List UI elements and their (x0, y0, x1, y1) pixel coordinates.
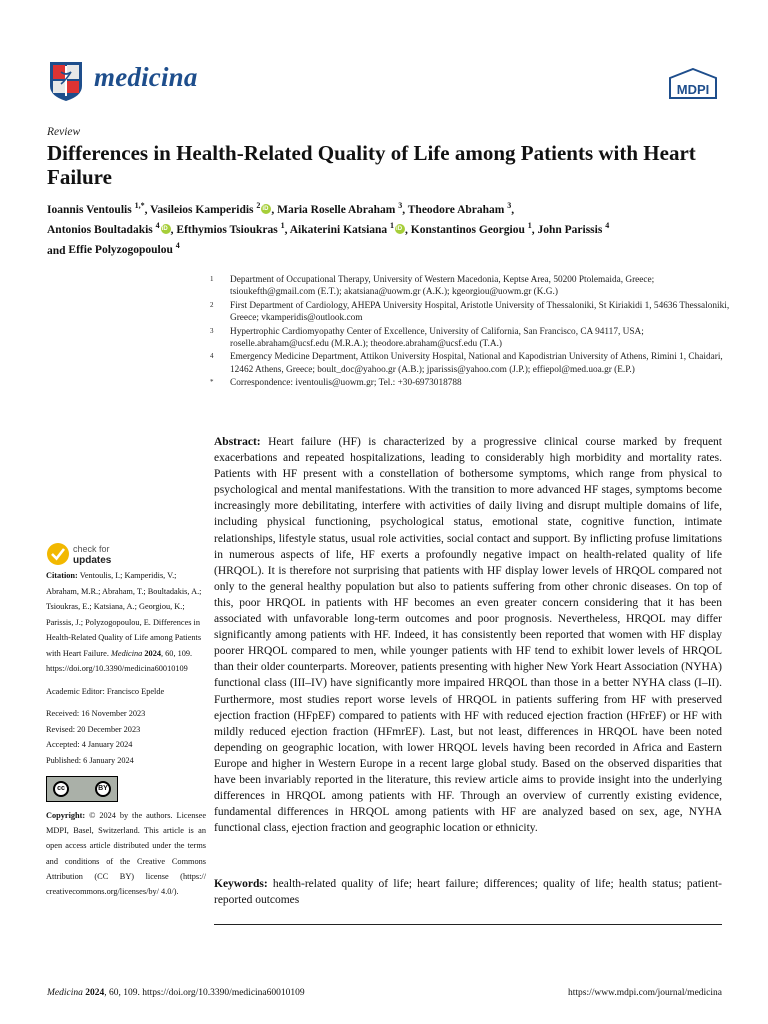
date-revised: Revised: 20 December 2023 (46, 724, 141, 734)
sidebar (46, 568, 206, 899)
journal-logo (48, 60, 84, 102)
date-received: Received: 16 November 2023 (46, 709, 146, 718)
citation: Citation: Ventoulis, I.; Kamperidis, V.; Abraham, M.R.; Abraham, T.; Boultadakis, A.; Tsioukras, E.; Katsiana, A.; Georgiou, K.; Parissis, J.; Polyzogopoulou, E. Differences in Health-Related Quality of Life among Patients with Heart Failure. Medicina 2024, 60, 109. https://doi.org/10.3390/medicina60010109 (46, 571, 202, 673)
author[interactable]: Antonios Boultadakis $^4$iD (47, 224, 171, 236)
author[interactable]: Efthymios Tsioukras $^1$ (176, 221, 285, 237)
updates-line2: updates (73, 555, 112, 566)
article-title: Differences in Health-Related Quality of Life among Patients with Heart Failure (47, 141, 696, 189)
abstract (214, 434, 722, 836)
author[interactable]: Vasileios Kamperidis $^2$iD (150, 204, 271, 216)
check-for-updates-badge[interactable] (46, 540, 146, 570)
mdpi-logo (668, 68, 718, 100)
date-published: Published: 6 January 2024 (46, 755, 134, 765)
publisher-label: MDPI (676, 82, 710, 97)
abstract-text: Heart failure (HF) is characterized by a progressive clinical course marked by frequent exacerbations and repeated hospitalizations, leading to considerably high morbidity and mortality rates. Patients with HF present with a constellation of bothersome symptoms, which range from physical to psychological and mental manifestations. With the transition to more advanced HF stages, symptoms become increasingly more debilitating, interfere with activities of daily living and disrupt multiple domains of life, including physical functioning, psychological status, emotional state, cognitive function, intimate relationships, lifestyle status, usual role activities, social contact and support. By inflicting profuse limitations in numerous aspects of life, HF exerts a profoundly negative impact on health-related quality of life (HRQOL). It is therefore not surprising that patients with HF display lower levels of HRQOL compared not only to the general healthy population but also to patients suffering from other chronic diseases. On top of this, poor HRQOL in patients with HF becomes an even greater concern considering that it has been associated with unfavorable long-term outcomes and poor prognosis. Nevertheless, HRQOL may differ significantly among patients with HF. Indeed, it has consistently been reported that women with HF display poorer HRQOL compared to men, while younger patients with HF tend to exhibit lower levels of HRQOL than their older counterparts. Moreover, patients presenting with higher New York Heart Association (NYHA) functional class (III–IV) have significantly more impaired HRQOL than those in a better NYHA class (I–II). Furthermore, most studies report worse levels of HRQOL in patients suffering from HF with preserved ejection fraction (HFpEF) compared to patients with HF with reduced ejection fraction (HFrEF) or HF with mildly reduced ejection fraction (HFmrEF). Last, but not least, differences in HRQOL have been noted depending on geographic location, with lower HRQOL levels having been recorded in Africa and Eastern Europe and higher in Western Europe in a recent large global study. Based on the observed disparities that have been invariably reported in the literature, this review article aims to provide insight into the underlying differences in HRQOL among patients with HF. Through an overview of currently existing evidence, fundamental differences in HRQOL among patients with HF are analyzed based on sex, age, NYHA functional class, ejection fraction and geographic location or ethnicity. (214, 436, 722, 835)
updates-line1: check for (73, 544, 110, 554)
affiliation-item: 2 First Department of Cardiology, AHEPA University Hospital, Aristotle University of Thessaloniki, St Kiriakidi 1, 54636 Thessaloniki, Greece; vkamperidis@outlook.com (210, 300, 730, 323)
author[interactable]: Theodore Abraham $^3$ (407, 201, 512, 216)
keywords-label: Keywords: (214, 878, 268, 890)
divider (214, 924, 722, 925)
author[interactable]: Ioannis Ventoulis $^{1,*}$ (47, 201, 145, 216)
keywords-text: health-related quality of life; heart failure; differences; quality of life; health status; patient-reported outcomes (214, 878, 722, 907)
copyright: Copyright: © 2024 by the authors. Licensee MDPI, Basel, Switzerland. This article is an open access article distributed under the terms and conditions of the Creative Commons Attribution (CC BY) license (https:// creativecommons.org/licenses/by/ 4.0/). (46, 811, 206, 897)
affiliation-item: 4 Emergency Medicine Department, Attikon University Hospital, National and Kapodistrian University of Athens, Rimini 1, Chaidari, 12462 Athens, Greece; boult_doc@yahoo.gr (A.B.); jparissis@yahoo.com (J.P.); effiepol@med.uoa.gr (E.P.) (210, 352, 723, 375)
by-icon: BY (95, 781, 111, 797)
orcid-icon[interactable] (261, 204, 271, 214)
orcid-icon[interactable] (161, 224, 171, 234)
cc-icon: cc (53, 781, 69, 797)
affiliations (210, 274, 730, 391)
journal-name: medicina (94, 62, 198, 92)
author[interactable]: Maria Roselle Abraham $^3$ (277, 201, 403, 216)
footer-citation: Medicina 2024, 60, 109. https://doi.org/10.3390/medicina60010109 (47, 988, 305, 998)
affiliation-item: 1 Department of Occupational Therapy, University of Western Macedonia, Keptse Area, 50200 Ptolemaida, Greece; tsioukefth@gmail.com (E.T.); akatsiana@uowm.gr (A.K.); kgeorgiou@uowm.gr (K.G.) (210, 275, 655, 298)
author-list: Ioannis Ventoulis $^{1,*}$, Vasileios Kamperidis $^2$iD , Maria Roselle Abraham $^3$, Theodore Abraham $^3$, Antonios Boultadakis $^4$iD , Efthymios Tsioukras $^1$, Aikaterini Katsiana $^1$iD , Konstantinos Georgiou $^1$, John Parissis $^4$ and Effie Polyzogopoulou $^4$ (47, 198, 727, 259)
footer-journal-url[interactable]: https://www.mdpi.com/journal/medicina (568, 988, 722, 998)
correspondence: * Correspondence: iventoulis@uowm.gr; Tel.: +30-6973018788 (210, 378, 462, 389)
article-type: Review (47, 126, 81, 138)
medicina-shield-icon (48, 60, 84, 102)
abstract-label: Abstract: (214, 436, 261, 448)
author[interactable]: John Parissis $^4$ (537, 221, 610, 237)
affiliation-item: 3 Hypertrophic Cardiomyopathy Center of Excellence, University of California, San Francisco, CA 94117, USA; roselle.abraham@ucsf.edu (M.R.A.); theodore.abraham@ucsf.edu (T.A.) (210, 326, 644, 349)
orcid-icon[interactable] (395, 224, 405, 234)
keywords (214, 876, 722, 908)
author[interactable]: Effie Polyzogopoulou $^4$ (68, 241, 180, 257)
mdpi-logo-icon (668, 68, 718, 100)
date-accepted: Accepted: 4 January 2024 (46, 740, 133, 749)
author[interactable]: Aikaterini Katsiana $^1$iD (290, 224, 405, 236)
academic-editor: Academic Editor: Francisco Epelde (46, 686, 165, 696)
check-updates-icon (46, 540, 146, 570)
author[interactable]: Konstantinos Georgiou $^1$ (410, 221, 532, 237)
cc-by-license-badge[interactable] (46, 776, 118, 802)
